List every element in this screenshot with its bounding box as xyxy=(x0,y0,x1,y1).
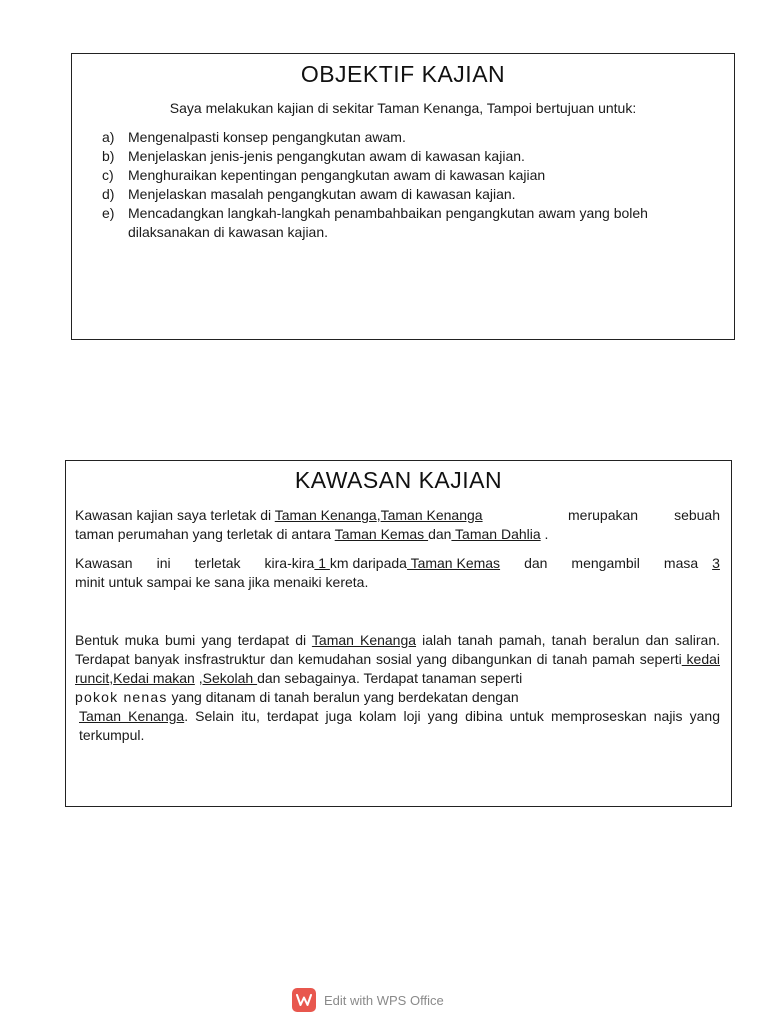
text: , xyxy=(376,507,381,523)
kawasan-kajian-box xyxy=(65,460,732,807)
list-marker: d) xyxy=(102,186,115,202)
wps-logo-icon xyxy=(292,988,316,1012)
objektif-title: OBJEKTIF KAJIAN xyxy=(300,61,506,87)
text: sebuah xyxy=(674,507,720,523)
list-item xyxy=(102,128,714,147)
text: km daripada xyxy=(329,555,407,571)
text: dan sebagainya. Terdapat tanaman seperti xyxy=(257,670,523,686)
kawasan-title: KAWASAN KAJIAN xyxy=(294,467,503,493)
facility-name: ,Sekolah xyxy=(198,670,258,686)
list-item-text: Mengenalpasti konsep pengangkutan awam. xyxy=(128,129,406,145)
text: ini xyxy=(156,555,171,571)
place-name: Taman Kemas xyxy=(334,526,429,542)
text: yang ditanam di tanah beralun yang berdekatan dengan xyxy=(167,689,519,705)
list-marker: a) xyxy=(102,129,115,145)
paragraph-landform xyxy=(75,631,720,745)
place-name: Taman Dahlia xyxy=(451,526,541,542)
list-item xyxy=(102,204,714,242)
objektif-list xyxy=(102,128,714,242)
place-name: Taman Kenanga xyxy=(274,507,377,523)
text: Kawasan xyxy=(75,555,133,571)
text: merupakan xyxy=(568,507,639,523)
list-item-text: Menjelaskan masalah pengangkutan awam di kawasan kajian. xyxy=(128,186,516,202)
text: taman perumahan yang terletak di antara xyxy=(75,526,335,542)
text: dan xyxy=(428,526,452,542)
objektif-kajian-box xyxy=(71,53,735,340)
place-name: Taman Kenanga xyxy=(311,632,417,648)
edit-with-wps-link[interactable]: Edit with WPS Office xyxy=(324,992,444,1008)
place-name: Taman Kemas xyxy=(406,555,501,571)
text: masa xyxy=(663,555,699,571)
text: . Selain itu, terdapat juga kolam loji yang dibina untuk memproseskan najis yang terkumpul. xyxy=(79,708,720,743)
text: minit untuk sampai ke sana jika menaiki kereta. xyxy=(75,574,369,590)
list-item-text: Menghuraikan kepentingan pengangkutan awam di kawasan kajian xyxy=(128,167,546,183)
text: terletak xyxy=(194,555,241,571)
list-item xyxy=(102,147,714,166)
list-item-text: Menjelaskan jenis-jenis pengangkutan awam di kawasan kajian. xyxy=(128,148,525,164)
paragraph-distance xyxy=(75,554,720,592)
list-item xyxy=(102,185,714,204)
list-item-text: Mencadangkan langkah-langkah penambahbaikan pengangkutan awam yang boleh dilaksanakan di kawasan kajian. xyxy=(128,205,648,240)
text: kira-kira xyxy=(264,555,315,571)
text: mengambil xyxy=(571,555,640,571)
text: . xyxy=(540,526,549,542)
place-name: Taman Kenanga xyxy=(79,708,185,724)
text: dan xyxy=(524,555,548,571)
facility-name: Kedai makan xyxy=(113,670,195,686)
crop-name: pokok nenas xyxy=(75,689,168,705)
list-marker: c) xyxy=(102,167,114,183)
place-name: Taman Kenanga xyxy=(380,507,483,523)
time-value: 3 xyxy=(712,555,720,571)
list-marker: e) xyxy=(102,205,115,221)
wps-office-footer[interactable] xyxy=(292,987,444,1013)
objektif-intro: Saya melakukan kajian di sekitar Taman Kenanga, Tampoi bertujuan untuk: xyxy=(169,100,637,116)
distance-value: 1 xyxy=(314,555,330,571)
list-marker: b) xyxy=(102,148,115,164)
text: Kawasan kajian saya terletak di xyxy=(75,507,275,523)
text: ialah tanah pamah, tanah beralun dan saliran. Terdapat banyak insfrastruktur dan kemudahan sosial yang dibangunkan di tanah pamah seperti xyxy=(75,632,720,667)
text: Bentuk muka bumi yang terdapat di xyxy=(75,632,312,648)
facility-name: kedai runcit xyxy=(75,651,720,686)
text: , xyxy=(109,670,114,686)
list-item xyxy=(102,166,714,185)
paragraph-location xyxy=(75,506,720,544)
